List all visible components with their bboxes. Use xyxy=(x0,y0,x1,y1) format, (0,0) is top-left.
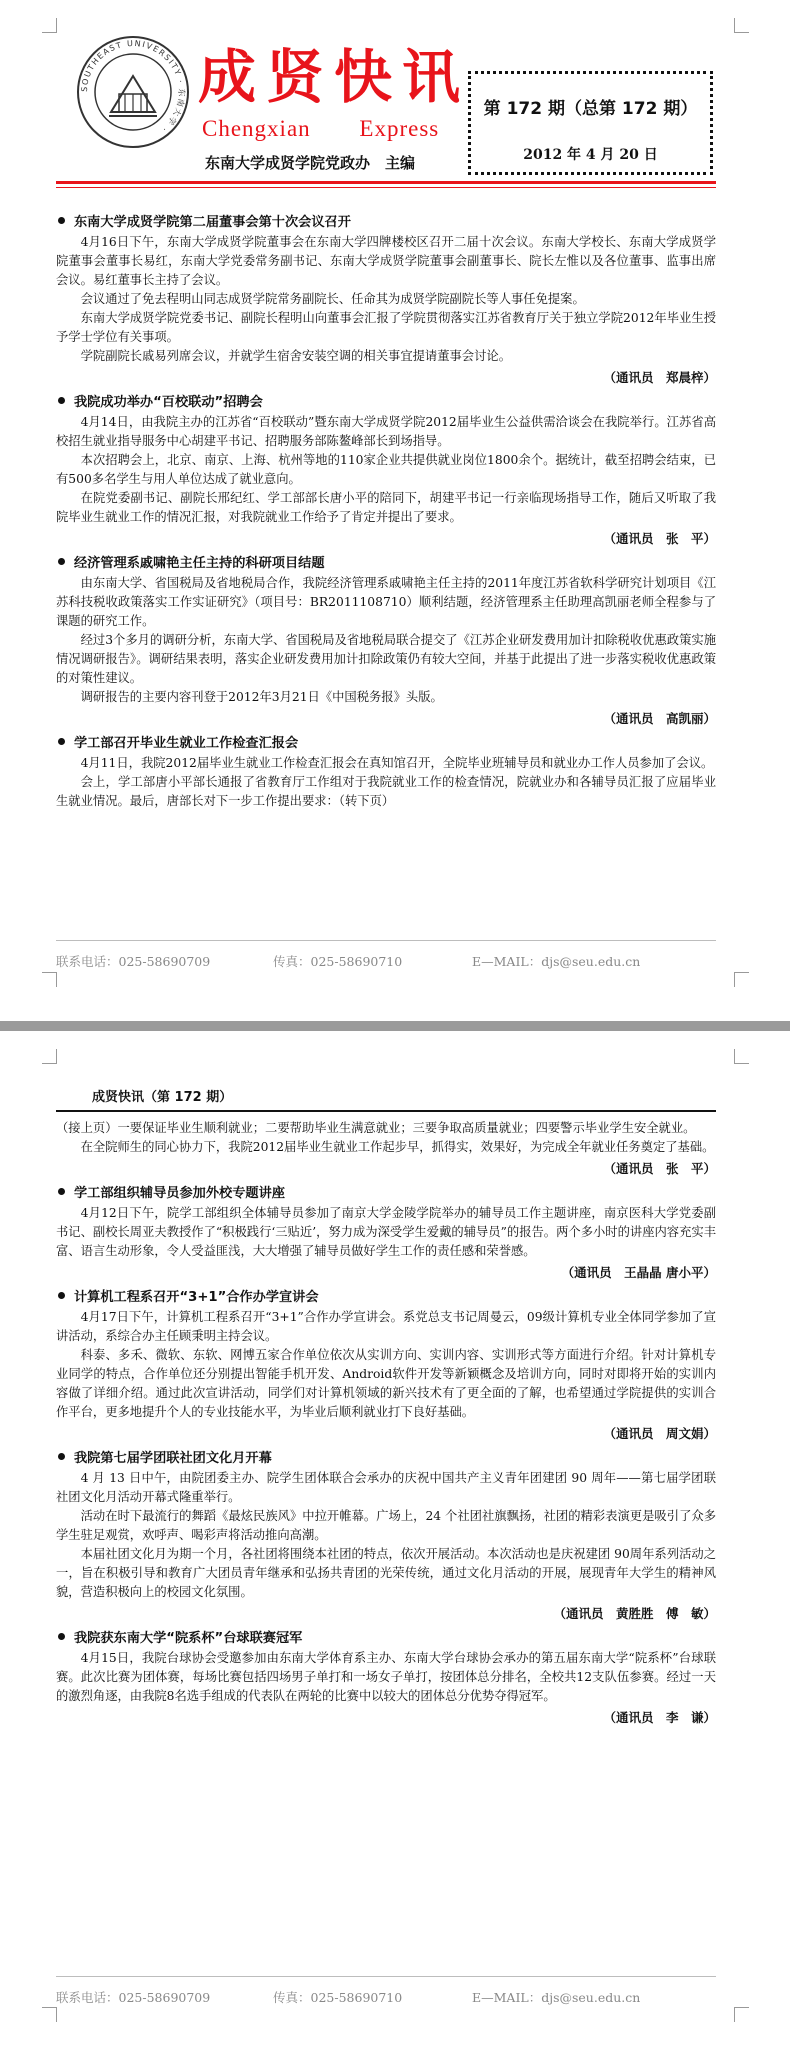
newsletter-editor: 东南大学成贤学院党政办 主编 xyxy=(205,154,416,172)
svg-text:SOUTHEAST UNIVERSITY · 东南大学 ·: SOUTHEAST UNIVERSITY · 东南大学 · xyxy=(79,38,187,135)
crop-mark xyxy=(42,2007,57,2022)
article-headline: 我院第七届学团联社团文化月开幕 xyxy=(56,1449,716,1469)
article-paragraph: 本次招聘会上，北京、南京、上海、杭州等地的110家企业共提供就业岗位1800余个。据统计，截至招聘会结束，已有500多名学生与用人单位达成了就业意向。 xyxy=(56,453,716,486)
bullet-icon xyxy=(58,1633,65,1640)
article xyxy=(56,393,716,548)
article-byline: （通讯员 张 平） xyxy=(603,531,716,546)
crop-mark xyxy=(42,972,57,987)
article xyxy=(56,734,716,811)
crop-mark xyxy=(734,2007,749,2022)
footer-fax: 传真：025-58690710 xyxy=(273,1990,403,2005)
article-headline: 经济管理系戚啸艳主任主持的科研项目结题 xyxy=(56,554,716,574)
article-paragraph: 4月16日下午，东南大学成贤学院董事会在东南大学四牌楼校区召开二届十次会议。东南大学校长、东南大学成贤学院董事会董事长易红，东南大学党委常务副书记、东南大学成贤学院董事会副董事长、院长左惟以及各位董事、监事出席会议。易红董事长主持了会议。 xyxy=(56,235,716,287)
bullet-icon xyxy=(58,1453,65,1460)
article xyxy=(56,1629,716,1727)
article-paragraph: 在全院师生的同心协力下，我院2012届毕业生就业工作起步早，抓得实，效果好，为完成全年就业任务奠定了基础。 xyxy=(80,1140,715,1154)
footer-phone: 联系电话：025-58690709 xyxy=(56,1990,211,2005)
footer-email[interactable]: E—MAIL：djs@seu.edu.cn xyxy=(472,1990,641,2005)
article xyxy=(56,213,716,387)
article-paragraph: 4月12日下午，院学工部组织全体辅导员参加了南京大学金陵学院举办的辅导员工作主题讲座，南京医科大学党委副书记、副校长周亚夫教授作了“积极践行‘三贴近’，努力成为深受学生爱戴的辅导员”的报告。两个多小时的讲座内容充实丰富、语言生动形象，令人受益匪浅，大大增强了辅导员做好学生工作的责任感和荣誉感。 xyxy=(56,1206,716,1258)
masthead-rule xyxy=(56,181,716,184)
article-byline: （通讯员 郑晨梓） xyxy=(603,370,716,385)
crop-mark xyxy=(734,18,749,33)
article-paragraph: 经过3个多月的调研分析，东南大学、省国税局及省地税局联合提交了《江苏企业研发费用加计扣除税收优惠政策实施情况调研报告》。调研结果表明，落实企业研发费用加计扣除政策仍有较大空间，并基于此提出了进一步落实税收优惠政策的对策性建议。 xyxy=(56,633,716,685)
crop-mark xyxy=(42,1049,57,1064)
article xyxy=(56,1184,716,1282)
bullet-icon xyxy=(58,558,65,565)
newsletter-title-english: Chengxian Express xyxy=(202,116,440,141)
newsletter-title: 成贤快讯 xyxy=(198,43,471,111)
article-byline: （通讯员 黄胜胜 傅 敏） xyxy=(553,1606,716,1621)
article-headline: 学工部组织辅导员参加外校专题讲座 xyxy=(56,1184,716,1204)
article-byline: （通讯员 李 谦） xyxy=(603,1710,716,1725)
article-paragraph: 4月17日下午，计算机工程系召开“3+1”合作办学宣讲会。系党总支书记周曼云，09级计算机专业全体同学参加了宣讲活动，系综合办主任顾秉明主持会议。 xyxy=(56,1310,716,1343)
page1-articles xyxy=(56,213,716,811)
article-byline: （通讯员 王晶晶 唐小平） xyxy=(561,1265,716,1280)
crop-mark xyxy=(42,18,57,33)
article xyxy=(56,554,716,728)
issue-number: 第 172 期（总第 172 期） xyxy=(483,99,698,119)
issue-info-box xyxy=(468,71,713,175)
article-paragraph: 4 月 13 日中午，由院团委主办、院学生团体联合会承办的庆祝中国共产主义青年团建团 90 周年——第七届学团联社团文化月活动开幕式隆重举行。 xyxy=(56,1471,716,1504)
footer-phone: 联系电话：025-58690709 xyxy=(56,954,211,969)
article-paragraph: 会上，学工部唐小平部长通报了省教育厅工作组对于我院就业工作的检查情况，院就业办和各辅导员汇报了应届毕业生就业情况。最后，唐部长对下一步工作提出要求：（转下页） xyxy=(56,775,716,808)
article-paragraph: 本届社团文化月为期一个月，各社团将围绕本社团的特点，依次开展活动。本次活动也是庆祝建团 90周年系列活动之一，旨在积极引导和教育广大团员青年继承和弘扬共青团的光荣传统，通过文化月活动的开展，展现青年大学生的精神风貌，营造积极向上的校园文化氛围。 xyxy=(56,1547,716,1599)
article-paragraph: 4月15日，我院台球协会受邀参加由东南大学体育系主办、东南大学台球协会承办的第五届东南大学“院系杯”台球联赛。此次比赛为团体赛，每场比赛包括四场男子单打和一场女子单打，按团体总分排名，全校共12支队伍参赛。经过一天的激烈角逐，由我院8名选手组成的代表队在两轮的比赛中以较大的团体总分优势夺得冠军。 xyxy=(56,1651,716,1703)
article-paragraph: 会议通过了免去程明山同志成贤学院常务副院长、任命其为成贤学院副院长等人事任免提案。 xyxy=(80,292,585,306)
article-headline: 我院获东南大学“院系杯”台球联赛冠军 xyxy=(56,1629,716,1649)
bullet-icon xyxy=(58,1188,65,1195)
footer-rule xyxy=(56,940,716,941)
crop-mark xyxy=(734,1049,749,1064)
article-paragraph: 科泰、多禾、微软、东软、网博五家合作单位依次从实训方向、实训内容、实训形式等方面进行介绍。针对计算机专业同学的特点，合作单位还分别提出智能手机开发、Android软件开发等新颖概念及培训方向，同时对即将开始的实训内容做了详细介绍。通过此次宣讲活动，同学们对计算机领域的新兴技术有了更全面的了解，也希望通过学院提供的实训合作平台，更多地提升个人的专业技能水平，为毕业后顺利就业打下良好基础。 xyxy=(56,1348,716,1419)
article-byline: （通讯员 周文娟） xyxy=(603,1426,716,1441)
article-paragraph: 活动在时下最流行的舞蹈《最炫民族风》中拉开帷幕。广场上，24 个社团社旗飘扬，社团的精彩表演更是吸引了众多学生驻足观赏，欢呼声、喝彩声将活动推向高潮。 xyxy=(56,1509,716,1542)
article-paragraph: （接上页）一要保证毕业生顺利就业；二要帮助毕业生满意就业；三要争取高质量就业；四要警示毕业学生安全就业。 xyxy=(56,1121,696,1135)
article-paragraph: 4月14日，由我院主办的江苏省“百校联动”暨东南大学成贤学院2012届毕业生公益供需洽谈会在我院举行。江苏省高校招生就业指导服务中心胡建平书记、招聘服务部陈鳌峰部长到场指导。 xyxy=(56,415,716,448)
article-paragraph: 调研报告的主要内容刊登于2012年3月21日《中国税务报》头版。 xyxy=(80,690,443,704)
bullet-icon xyxy=(58,397,65,404)
article-headline: 我院成功举办“百校联动”招聘会 xyxy=(56,393,716,413)
issue-date: 2012 年 4 月 20 日 xyxy=(523,147,658,163)
article xyxy=(56,1288,716,1443)
article-headline: 学工部召开毕业生就业工作检查汇报会 xyxy=(56,734,716,754)
article xyxy=(56,1449,716,1623)
bullet-icon xyxy=(58,1292,65,1299)
article-headline: 东南大学成贤学院第二届董事会第十次会议召开 xyxy=(56,213,716,233)
footer-rule xyxy=(56,1976,716,1977)
footer-fax: 传真：025-58690710 xyxy=(273,954,403,969)
article-paragraph: 东南大学成贤学院党委书记、副院长程明山向董事会汇报了学院贯彻落实江苏省教育厅关于独立学院2012年毕业生授予学士学位有关事项。 xyxy=(56,311,716,344)
article-paragraph: 由东南大学、省国税局及省地税局合作，我院经济管理系戚啸艳主任主持的2011年度江苏省软科学研究计划项目《江苏科技税收政策落实工作实证研究》（项目号：BR2011108710）顺利结题，经济管理系主任助理高凯丽老师全程参与了课题的研究工作。 xyxy=(56,576,716,628)
crop-mark xyxy=(734,972,749,987)
running-head: 成贤快讯（第 172 期） xyxy=(92,1090,233,1105)
article-byline: （通讯员 张 平） xyxy=(603,1161,716,1176)
bullet-icon xyxy=(58,217,65,224)
article-paragraph: 学院副院长戚易列席会议，并就学生宿舍安装空调的相关事宜提请董事会讨论。 xyxy=(80,349,511,363)
newsletter-page-1 xyxy=(0,0,790,1021)
article-paragraph: 在院党委副书记、副院长邢纪红、学工部部长唐小平的陪同下，胡建平书记一行亲临现场指导工作，随后又听取了我院毕业生就业工作的情况汇报，对我院就业工作给予了肯定并提出了要求。 xyxy=(56,491,716,524)
bullet-icon xyxy=(58,738,65,745)
masthead-rule-thin xyxy=(56,187,716,188)
article-continuation xyxy=(56,1119,716,1178)
newsletter-page-2 xyxy=(0,1031,790,2053)
university-seal-logo xyxy=(75,34,191,150)
footer-email[interactable]: E—MAIL：djs@seu.edu.cn xyxy=(472,954,641,969)
article-paragraph: 4月11日，我院2012届毕业生就业工作检查汇报会在真知馆召开，全院毕业班辅导员和就业办工作人员参加了会议。 xyxy=(80,756,714,770)
article-byline: （通讯员 高凯丽） xyxy=(603,711,716,726)
article-headline: 计算机工程系召开“3+1”合作办学宣讲会 xyxy=(56,1288,716,1308)
header-rule xyxy=(56,1110,716,1112)
page2-articles xyxy=(56,1119,716,1727)
